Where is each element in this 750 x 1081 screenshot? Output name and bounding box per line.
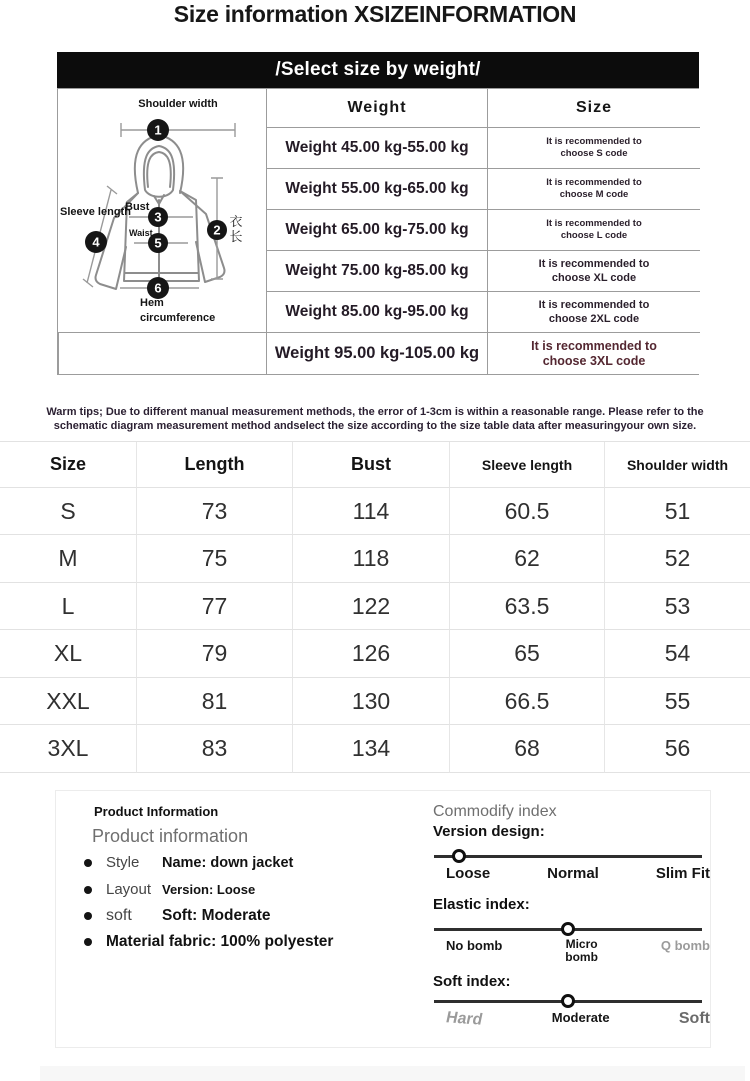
size-rec (487, 332, 700, 374)
cell-value: 83 (137, 725, 293, 773)
weight-range: Weight 55.00 kg-65.00 kg (285, 180, 469, 197)
attr-value: Soft: Moderate (162, 907, 271, 924)
tick-soft: Soft (678, 1010, 710, 1027)
tick-q-bomb: Q bomb (660, 938, 710, 953)
tick-slim-fit: Slim Fit (655, 865, 710, 882)
label-waist: Waist (129, 228, 153, 238)
attr-value: Material fabric: 100% polyester (106, 933, 334, 950)
tick-micro-bomb: Micro bomb (565, 937, 598, 964)
version-design-ticks (434, 865, 710, 882)
rec-line1: It is recommended to (546, 177, 642, 188)
soft-index-ticks (434, 1010, 710, 1028)
cell-size: L (0, 583, 137, 630)
size-rec (487, 209, 700, 250)
cell-value: 75 (137, 535, 293, 583)
product-information-heading: Product Information (94, 804, 219, 819)
rec-line2: choose L code (560, 230, 628, 241)
col-header-shoulder-width: Shoulder width (605, 442, 750, 488)
weight-row (266, 332, 487, 374)
cell-value: 65 (450, 630, 605, 678)
tick-no-bomb: No bomb (446, 938, 503, 953)
cell-value: 130 (293, 678, 450, 725)
product-attr-row (84, 907, 271, 925)
footer-strip (40, 1066, 745, 1081)
weight-row (266, 168, 487, 209)
attr-term: Style (106, 854, 140, 871)
cell-value: 79 (137, 630, 293, 678)
weight-range: Weight 95.00 kg-105.00 kg (274, 344, 480, 362)
attr-value: Name: down jacket (162, 855, 294, 871)
cell-value: 126 (293, 630, 450, 678)
product-attr-row (84, 881, 255, 898)
rec-line2: choose 3XL code (542, 353, 646, 368)
rec-line2: choose S code (560, 148, 628, 159)
version-design-label: Version design: (433, 823, 545, 840)
col-header-sleeve-length: Sleeve length (450, 442, 605, 488)
weight-col-header: Weight (266, 89, 487, 127)
size-rec (487, 250, 700, 291)
slider-knob[interactable] (561, 922, 575, 936)
label-bust: Bust (125, 201, 150, 213)
rec-line2: choose XL code (551, 272, 637, 284)
size-rec (487, 168, 700, 209)
elastic-index-label: Elastic index: (433, 896, 530, 913)
cell-value: 122 (293, 583, 450, 630)
elastic-index-slider (434, 922, 702, 936)
label-length-cn-1: 衣 (229, 214, 243, 229)
label-hem: Hem (140, 297, 164, 309)
bullet-icon (84, 938, 92, 946)
cell-value: 56 (605, 725, 750, 773)
cell-value: 77 (137, 583, 293, 630)
product-info-box (55, 790, 711, 1048)
jacket-diagram-svg (58, 89, 266, 332)
soft-index-label: Soft index: (433, 973, 511, 990)
rec-line1: It is recommended to (546, 218, 642, 229)
cell-value: 66.5 (450, 678, 605, 725)
rec-line2: choose M code (559, 189, 629, 200)
weight-range: Weight 65.00 kg-75.00 kg (285, 221, 469, 238)
product-attr-row (84, 854, 293, 871)
bullet-icon (84, 912, 92, 920)
marker-1: 1 (154, 122, 162, 138)
version-design-slider (434, 849, 702, 863)
cell-value: 51 (605, 488, 750, 535)
tick-loose: Loose (446, 865, 491, 882)
elastic-index-ticks (434, 938, 710, 964)
label-length-cn-2: 长 (229, 229, 243, 244)
label-sleeve-length: Sleeve length (60, 206, 131, 218)
tick-moderate: Moderate (551, 1010, 610, 1025)
marker-5: 5 (154, 235, 162, 251)
tick-hard: Hard (444, 1009, 485, 1029)
weight-range: Weight 45.00 kg-55.00 kg (285, 139, 469, 156)
size-rec (487, 127, 700, 168)
weight-recommendation-table (57, 88, 699, 375)
label-hem-circumference: circumference (140, 312, 216, 324)
cell-value: 53 (605, 583, 750, 630)
cell-value: 134 (293, 725, 450, 773)
marker-3: 3 (154, 209, 162, 225)
cell-value: 114 (293, 488, 450, 535)
cell-value: 52 (605, 535, 750, 583)
cell-value: 68 (450, 725, 605, 773)
slider-track (434, 855, 702, 858)
cell-value: 60.5 (450, 488, 605, 535)
bullet-icon (84, 886, 92, 894)
col-header-bust: Bust (293, 442, 450, 488)
cell-value: 73 (137, 488, 293, 535)
banner-label: /Select size by weight/ (275, 59, 481, 80)
commodify-index-heading: Commodify index (433, 803, 557, 820)
rec-line1: It is recommended to (531, 338, 657, 353)
rec-line1: It is recommended to (538, 299, 650, 311)
weight-range: Weight 75.00 kg-85.00 kg (285, 262, 469, 279)
attr-term: Layout (106, 881, 152, 898)
warm-tips-line1: Warm tips; Due to different manual measurement methods, the error of 1-3cm is within a reasonable range. Please refer to the (46, 406, 704, 418)
cell-value: 63.5 (450, 583, 605, 630)
marker-6: 6 (154, 280, 162, 296)
rec-line2: choose 2XL code (548, 313, 640, 325)
soft-index-slider (434, 994, 702, 1008)
bullet-icon (84, 859, 92, 867)
size-rec (487, 291, 700, 332)
slider-knob[interactable] (561, 994, 575, 1008)
warm-tips-line2: schematic diagram measurement method andselect the size according to the size table data after measuringyour own size. (53, 419, 697, 432)
cell-value: 81 (137, 678, 293, 725)
cell-value: 62 (450, 535, 605, 583)
cell-value: 55 (605, 678, 750, 725)
rec-line1: It is recommended to (546, 136, 642, 147)
select-size-banner (57, 52, 699, 88)
product-information-subheading: Product information (92, 826, 249, 846)
attr-term: soft (106, 907, 132, 924)
slider-knob[interactable] (452, 849, 466, 863)
cell-value: 54 (605, 630, 750, 678)
size-col-header: Size (487, 89, 700, 127)
cell-value: 118 (293, 535, 450, 583)
col-header-size: Size (0, 442, 137, 488)
col-header-length: Length (137, 442, 293, 488)
cell-size: S (0, 488, 137, 535)
weight-row (266, 250, 487, 291)
marker-4: 4 (92, 234, 100, 250)
cell-size: XL (0, 630, 137, 678)
empty-cell (58, 332, 266, 374)
warm-tips (25, 406, 725, 433)
weight-row (266, 291, 487, 332)
cell-size: XXL (0, 678, 137, 725)
label-shoulder-width: Shoulder width (138, 98, 218, 110)
cell-size: 3XL (0, 725, 137, 773)
size-measurement-table (0, 441, 750, 773)
page-title: Size information XSIZEINFORMATION (173, 1, 577, 27)
marker-2: 2 (213, 222, 221, 238)
product-attr-row (84, 933, 333, 951)
weight-row (266, 127, 487, 168)
jacket-measurement-diagram (58, 89, 266, 332)
cell-size: M (0, 535, 137, 583)
attr-value: Version: Loose (162, 882, 256, 897)
weight-range: Weight 85.00 kg-95.00 kg (285, 303, 469, 320)
tick-normal: Normal (547, 865, 599, 882)
weight-row (266, 209, 487, 250)
rec-line1: It is recommended to (538, 258, 650, 270)
